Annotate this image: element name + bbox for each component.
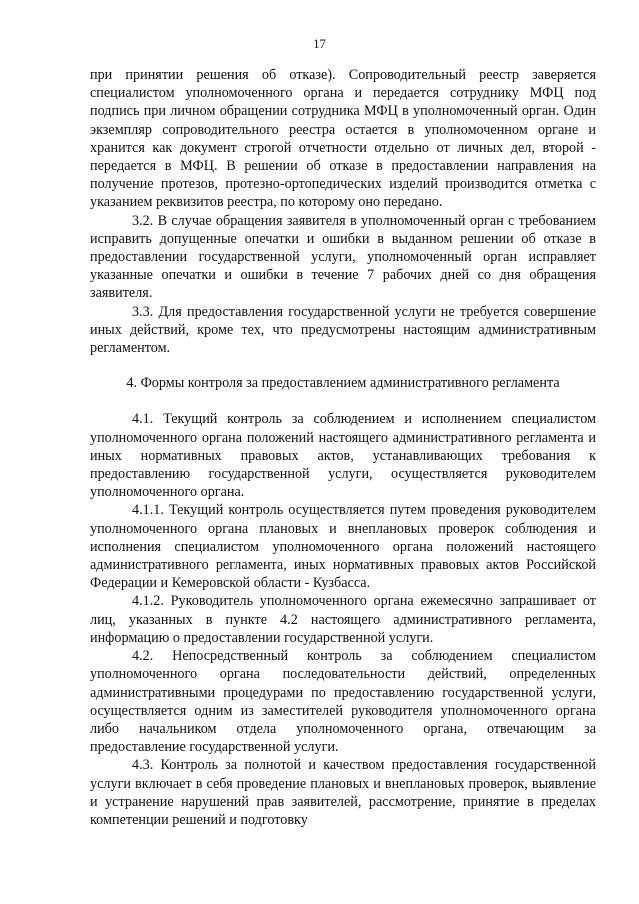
paragraph-3-3: 3.3. Для предоставления государственной услуги не требуется совершение иных действий, кроме тех, что предусмотрены настоящим административным регламентом. (90, 303, 596, 357)
paragraph-4-1-1: 4.1.1. Текущий контроль осуществляется путем проведения руководителем уполномоченного органа плановых и внеплановых проверок соблюдения и исполнения специалистом уполномоченного органа положений настоящего административного регламента, иных нормативных правовых актов Российской Федерации и Кемеровской области - Кузбасса. (90, 502, 596, 592)
section-heading: 4. Формы контроля за предоставлением административного регламента (126, 375, 560, 392)
document-body (90, 66, 596, 829)
paragraph-4-2: 4.2. Непосредственный контроль за соблюдением специалистом уполномоченного органа последовательности действий, определенных административными процедурами по предоставлению государственной услуги, осуществляется одним из заместителей руководителя уполномоченного органа либо начальником отдела уполномоченного органа, отвечающим за предоставление государственной услуги. (90, 648, 596, 756)
paragraph-3-2: 3.2. В случае обращения заявителя в уполномоченный орган с требованием исправить допущенные опечатки и ошибки в выданном решении об отказе в предоставлении государственной услуги, уполномоченный орган исправляет указанные опечатки и ошибки в течение 7 рабочих дней со дня обращения заявителя. (90, 212, 596, 302)
page-number: 17 (313, 37, 326, 51)
paragraph-4-1: 4.1. Текущий контроль за соблюдением и исполнением специалистом уполномоченного органа положений настоящего административного регламента и иных нормативных правовых актов, устанавливающих требования к предоставлению государственной услуги, осуществляется руководителем уполномоченного органа. (90, 411, 596, 501)
paragraph-4-3: 4.3. Контроль за полнотой и качеством предоставления государственной услуги включает в себя проведение плановых и внеплановых проверок, выявление и устранение нарушений прав заявителей, рассмотрение, принятие в пределах компетенции решений и подготовку (90, 757, 596, 828)
paragraph-continuation: при принятии решения об отказе). Сопроводительный реестр заверяется специалистом уполномоченного органа и передается сотруднику МФЦ под подпись при личном обращении сотрудника МФЦ в уполномоченный орган. Один экземпляр сопроводительного реестра остается в уполномоченном органе и хранится как документ строгой отчетности отдельно от личных дел, второй - передается в МФЦ. В решении об отказе в предоставлении направления на получение протезов, протезно-ортопедических изделий производится отметка с указанием реквизитов реестра, по которому оно передано. (90, 67, 596, 211)
paragraph-4-1-2: 4.1.2. Руководитель уполномоченного органа ежемесячно запрашивает от лиц, указанных в пункте 4.2 настоящего административного регламента, информацию о предоставлении государственной услуги. (90, 593, 596, 646)
